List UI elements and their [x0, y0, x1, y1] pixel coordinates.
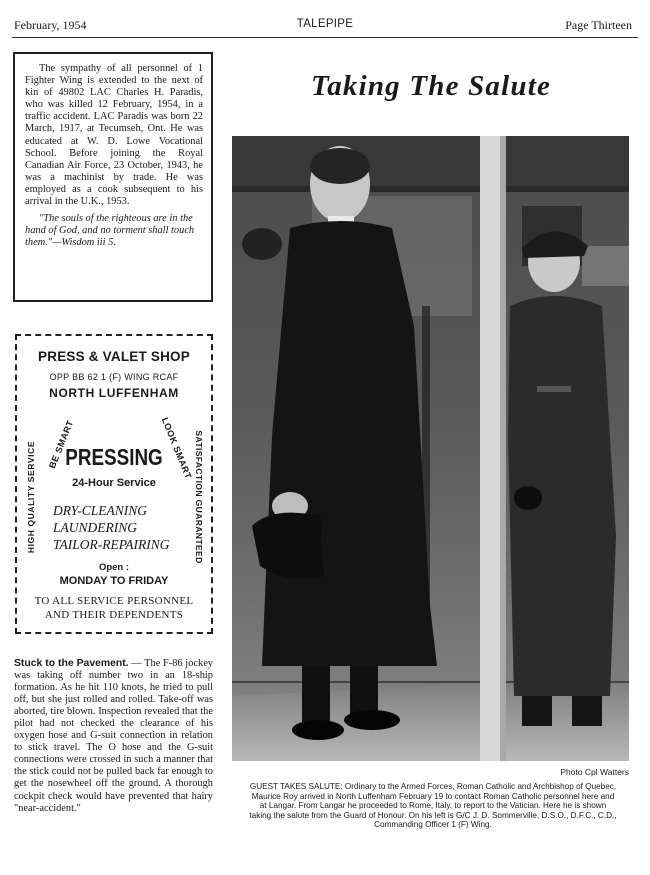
advert-service-item: TAILOR-REPAIRING: [53, 537, 170, 552]
press-valet-advert: [15, 334, 213, 634]
advert-side-right: [192, 416, 206, 586]
advert-side-right-text: SATISFACTION GUARANTEED: [194, 430, 204, 564]
advert-audience-line-2: AND THEIR DEPENDENTS: [44, 609, 184, 621]
story-title: Stuck to the Pavement.: [14, 658, 129, 669]
photo-credit: Photo Cpl Watters: [560, 767, 629, 777]
salute-photograph: [232, 136, 629, 761]
obituary-quote: "The souls of the righteous are in the hand of God, and no torment shall touch them."—Wisdom iii 5.: [25, 213, 195, 249]
photo-illustration: [232, 136, 629, 761]
story-body: — The F-86 jockey was taking off number two in an 18-ship formation. As he hit 110 knots, he tried to pull off, but she just rolled and rolled. Take-off was aborted, tire blown. Inspection revealed that the pilot had not checked the clearance of his oxygen hose and G-suit connection in relation to stick travel. The O hose and the G-suit connections were crossed in such a manner that the stick could not be pulled back far enough to get the nosewheel off the ground. A thorough cockpit check would have prevented that hairy "near-accident.": [14, 658, 214, 814]
obituary-box: [13, 52, 213, 302]
header-publication: TALEPIPE: [296, 18, 354, 30]
advert-side-left-text: HIGH QUALITY SERVICE: [26, 440, 36, 554]
advert-look-smart: LOOK SMART: [159, 416, 194, 481]
advert-location: NORTH LUFFENHAM: [49, 386, 179, 400]
advert-hours: 24-Hour Service: [72, 477, 156, 489]
advert-service-item: LAUNDERING: [53, 520, 137, 535]
feature-headline: Taking The Salute: [310, 70, 552, 102]
advert-pressing-headline: PRESSING: [65, 444, 163, 470]
advert-audience-line-1: TO ALL SERVICE PERSONNEL: [34, 595, 194, 607]
advert-service-item: DRY-CLEANING: [53, 503, 148, 518]
advert-title: PRESS & VALET SHOP: [38, 349, 190, 364]
advert-audience: [17, 594, 211, 622]
advert-be-smart: BE SMART: [47, 418, 76, 470]
obituary-body: The sympathy of all personnel of 1 Fighter Wing is extended to the next of kin of 49802 LAC Charles H. Paradis, who was killed 12 February, 1954, in a traffic accident. LAC Paradis was born 22 March, 1917, at Tecumseh, Ont. He was educated at W. D. Lowe Vocational School. Before joining the Royal Canadian Air Force, 23 October, 1943, he was a machinist by trade. He was employed as a cook subsequent to his arrival in the U.K., 1953.: [25, 63, 203, 208]
advert-open-label: Open :: [98, 562, 130, 573]
header-page-number: Page Thirteen: [565, 18, 632, 32]
header-rule: [12, 37, 638, 38]
advert-subtitle: OPP BB 62 1 (F) WING RCAF: [49, 372, 179, 382]
stuck-to-pavement-story: [14, 658, 213, 815]
photo-caption: GUEST TAKES SALUTE: Ordinary to the Armed Forces, Roman Catholic and Archbishop of Quebec, Maurice Roy arrived in North Luffenham February 19 to contact Roman Catholic personnel here and at Langar. From Langar he proceeded to Rome, Italy, to report to the Vatician. Here he is shown taking the salute from the Guard of Honour. On his left is G/C J. D. Sommerville, D.S.O., D.F.C., C.D., Commanding Officer 1 (F) Wing.: [249, 782, 617, 830]
advert-services-list: [53, 502, 169, 553]
advert-open-days: MONDAY TO FRIDAY: [59, 575, 169, 587]
header-date: February, 1954: [14, 18, 87, 32]
